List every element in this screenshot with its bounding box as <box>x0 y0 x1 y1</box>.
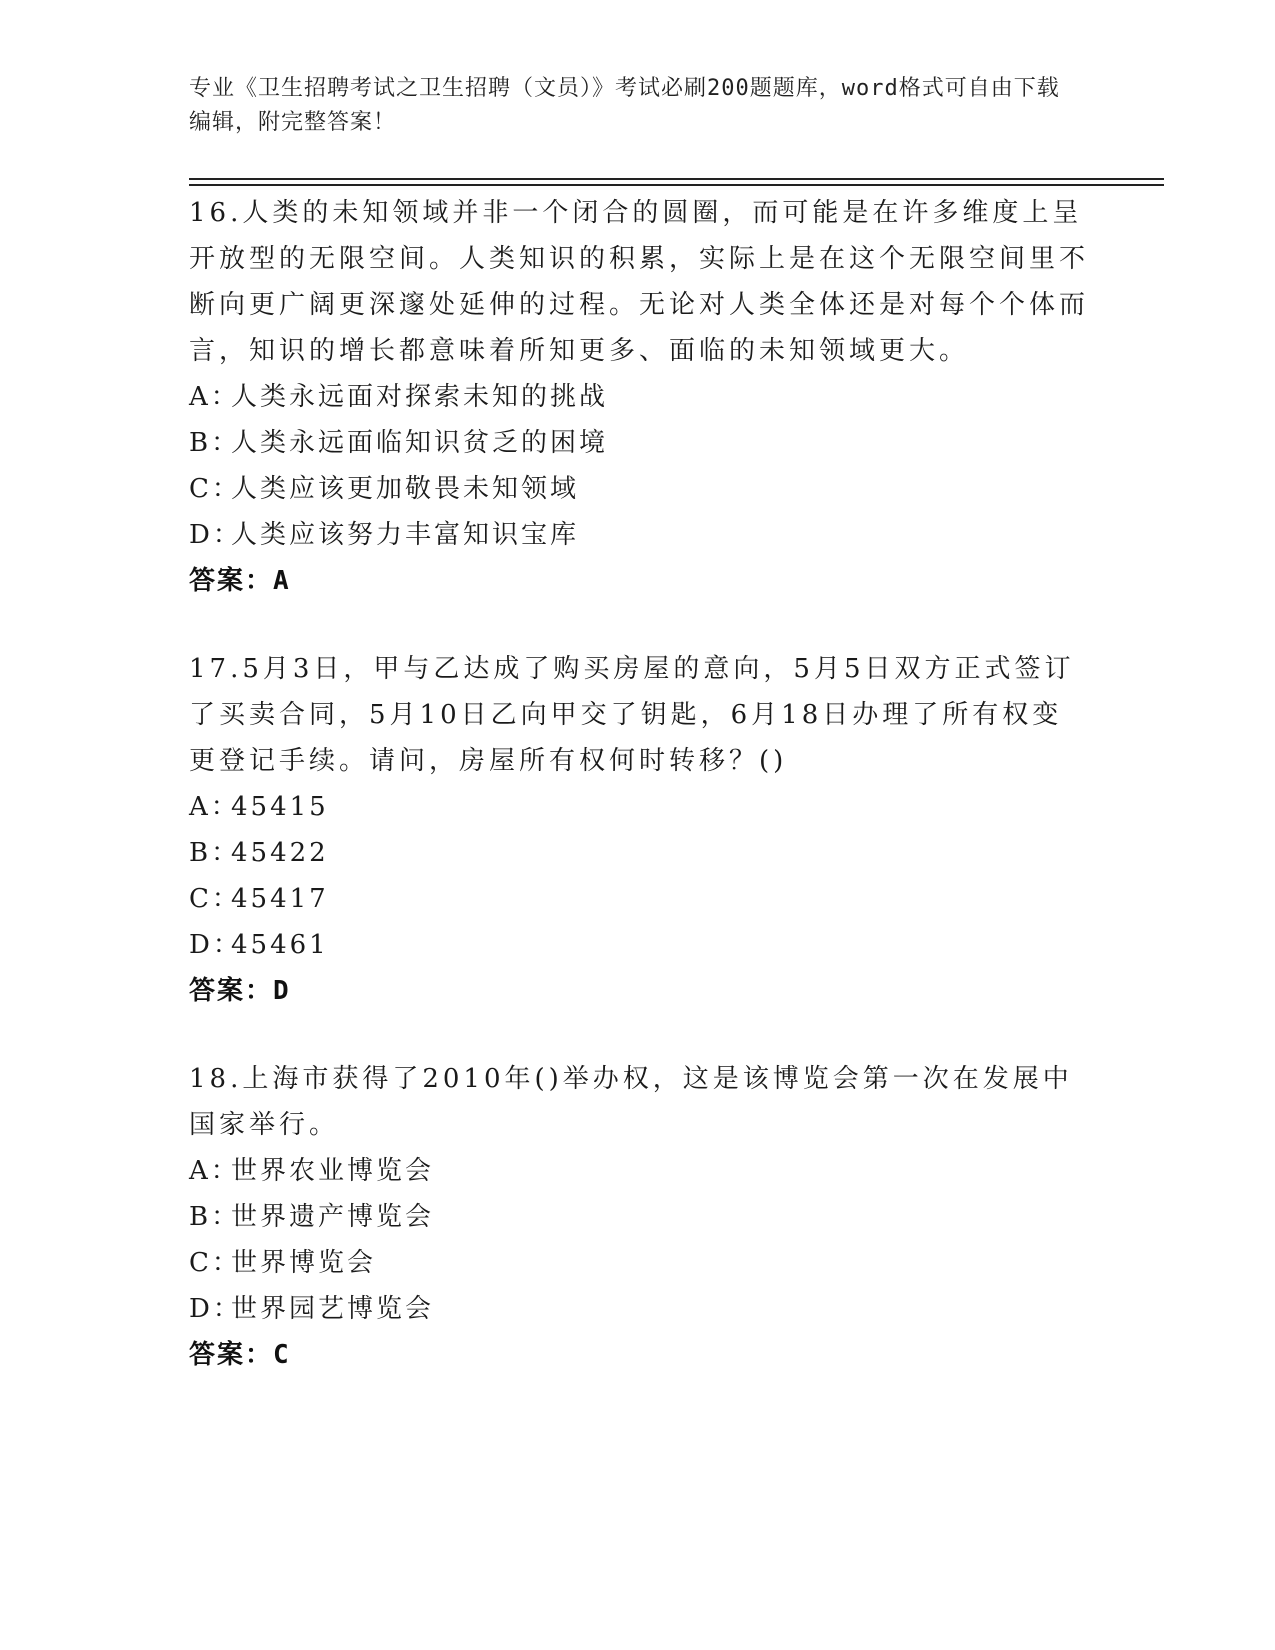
option-b <box>189 830 1089 876</box>
option-text: 世界博览会 <box>231 1248 377 1278</box>
option-key: A： <box>189 382 240 412</box>
option-key: A： <box>189 1156 240 1186</box>
option-key: D： <box>189 1294 242 1324</box>
option-b <box>189 420 1089 466</box>
option-text: 世界园艺博览会 <box>231 1294 435 1324</box>
option-text: 世界农业博览会 <box>231 1156 435 1186</box>
answer-label: 答案：A <box>189 566 291 596</box>
question-17 <box>189 646 1089 1014</box>
option-text: 人类永远面对探索未知的挑战 <box>231 382 609 412</box>
header-divider-bottom <box>189 184 1164 186</box>
option-a <box>189 374 1089 420</box>
option-c <box>189 466 1089 512</box>
option-a <box>189 784 1089 830</box>
option-key: B： <box>189 1202 241 1232</box>
question-18 <box>189 1056 1089 1378</box>
question-16 <box>189 190 1089 604</box>
option-key: B： <box>189 838 241 868</box>
option-d <box>189 922 1089 968</box>
question-stem: 16.人类的未知领域并非一个闭合的圆圈，而可能是在许多维度上呈开放型的无限空间。人类知识的积累，实际上是在这个无限空间里不断向更广阔更深邃处延伸的过程。无论对人类全体还是对每个个体而言，知识的增长都意味着所知更多、面临的未知领域更大。 <box>189 198 1090 366</box>
option-c <box>189 1240 1089 1286</box>
option-text: 人类应该更加敬畏未知领域 <box>231 474 580 504</box>
option-text: 45461 <box>231 930 329 960</box>
option-c <box>189 876 1089 922</box>
question-stem: 17.5月3日，甲与乙达成了购买房屋的意向，5月5日双方正式签订了买卖合同，5月10日乙向甲交了钥匙，6月18日办理了所有权变更登记手续。请问，房屋所有权何时转移？() <box>189 654 1075 776</box>
option-a <box>189 1148 1089 1194</box>
document-header: 专业《卫生招聘考试之卫生招聘（文员）》考试必刷200题题库，word格式可自由下载编辑，附完整答案！ <box>189 76 1060 135</box>
option-key: D： <box>189 930 242 960</box>
option-key: C： <box>189 474 241 504</box>
option-d <box>189 512 1089 558</box>
answer-label: 答案：D <box>189 976 291 1006</box>
option-b <box>189 1194 1089 1240</box>
option-key: C： <box>189 1248 241 1278</box>
question-list <box>189 190 1089 1420</box>
header-divider-top <box>189 178 1164 180</box>
option-text: 45415 <box>231 792 329 822</box>
option-key: C： <box>189 884 241 914</box>
option-key: D： <box>189 520 242 550</box>
option-text: 人类应该努力丰富知识宝库 <box>231 520 580 550</box>
option-text: 45422 <box>231 838 329 868</box>
option-key: A： <box>189 792 240 822</box>
option-text: 人类永远面临知识贫乏的困境 <box>231 428 609 458</box>
option-text: 45417 <box>231 884 329 914</box>
answer-label: 答案：C <box>189 1340 291 1370</box>
option-text: 世界遗产博览会 <box>231 1202 435 1232</box>
option-key: B： <box>189 428 241 458</box>
question-stem: 18.上海市获得了2010年()举办权，这是该博览会第一次在发展中国家举行。 <box>189 1064 1073 1140</box>
option-d <box>189 1286 1089 1332</box>
